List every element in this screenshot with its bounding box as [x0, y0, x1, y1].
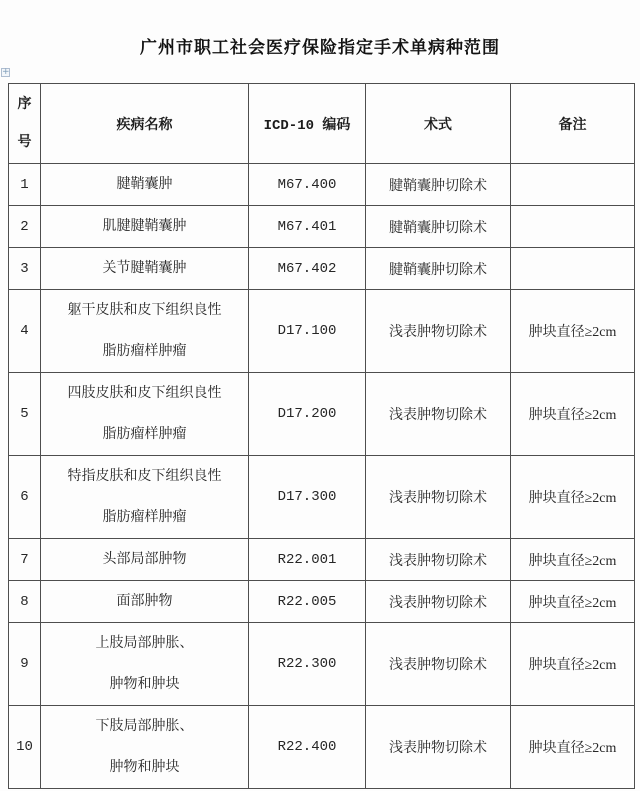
disease-name-cell: [41, 539, 249, 581]
table-row: [9, 539, 635, 581]
disease-name-line: 肿物和肿块: [109, 760, 180, 775]
row-number-cell: 1: [9, 164, 41, 206]
table-row: [9, 623, 635, 706]
column-header-no-label: 序号: [17, 96, 32, 150]
disease-name-cell: [41, 206, 249, 248]
table-row: [9, 248, 635, 290]
disease-name-cell: [41, 290, 249, 373]
note-cell: 肿块直径≥2cm: [511, 581, 635, 623]
disease-name-cell: [41, 373, 249, 456]
procedure-cell: 浅表肿物切除术: [366, 706, 511, 789]
row-number-cell: 8: [9, 581, 41, 623]
disease-name-line: 上肢局部肿胀、: [95, 636, 194, 651]
disease-name-line: 脂肪瘤样肿瘤: [102, 510, 187, 525]
disease-name-line: 面部肿物: [116, 594, 173, 609]
disease-name-line: 脂肪瘤样肿瘤: [102, 427, 187, 442]
note-cell: 肿块直径≥2cm: [511, 623, 635, 706]
note-cell: 肿块直径≥2cm: [511, 539, 635, 581]
table-row: [9, 581, 635, 623]
note-cell: [511, 248, 635, 290]
icd-code-cell: R22.400: [249, 706, 366, 789]
disease-name-line: 躯干皮肤和皮下组织良性: [67, 303, 222, 318]
disease-table-body: [9, 164, 635, 789]
table-anchor-icon[interactable]: +: [2, 67, 10, 77]
disease-name-cell: [41, 706, 249, 789]
row-number-cell: 10: [9, 706, 41, 789]
disease-name-line: 特指皮肤和皮下组织良性: [67, 469, 222, 484]
procedure-cell: 浅表肿物切除术: [366, 623, 511, 706]
procedure-cell: 腱鞘囊肿切除术: [366, 206, 511, 248]
row-number-cell: 7: [9, 539, 41, 581]
procedure-cell: 浅表肿物切除术: [366, 539, 511, 581]
note-cell: 肿块直径≥2cm: [511, 456, 635, 539]
procedure-cell: 腱鞘囊肿切除术: [366, 164, 511, 206]
disease-name-line: 肿物和肿块: [109, 677, 180, 692]
note-cell: 肿块直径≥2cm: [511, 373, 635, 456]
icd-code-cell: M67.401: [249, 206, 366, 248]
procedure-cell: 浅表肿物切除术: [366, 581, 511, 623]
table-row: [9, 206, 635, 248]
procedure-cell: 腱鞘囊肿切除术: [366, 248, 511, 290]
disease-name-cell: [41, 248, 249, 290]
disease-name-line: 四肢皮肤和皮下组织良性: [67, 386, 222, 401]
disease-name-cell: [41, 581, 249, 623]
table-row: [9, 164, 635, 206]
table-row: [9, 290, 635, 373]
icd-code-cell: M67.402: [249, 248, 366, 290]
note-cell: [511, 164, 635, 206]
column-header-disease: 疾病名称: [41, 84, 249, 164]
note-cell: 肿块直径≥2cm: [511, 706, 635, 789]
disease-name-line: 下肢局部肿胀、: [95, 719, 194, 734]
disease-name-line: 脂肪瘤样肿瘤: [102, 344, 187, 359]
header-row: [9, 84, 635, 164]
icd-code-cell: D17.300: [249, 456, 366, 539]
procedure-cell: 浅表肿物切除术: [366, 373, 511, 456]
icd-code-cell: R22.001: [249, 539, 366, 581]
column-header-note: 备注: [511, 84, 635, 164]
table-row: [9, 706, 635, 789]
icd-code-cell: M67.400: [249, 164, 366, 206]
row-number-cell: 3: [9, 248, 41, 290]
disease-name-cell: [41, 623, 249, 706]
disease-name-line: 关节腱鞘囊肿: [102, 261, 187, 276]
disease-name-cell: [41, 456, 249, 539]
disease-name-line: 头部局部肿物: [102, 552, 187, 567]
table-row: [9, 456, 635, 539]
row-number-cell: 4: [9, 290, 41, 373]
row-number-cell: 6: [9, 456, 41, 539]
disease-name-line: 腱鞘囊肿: [116, 177, 173, 192]
disease-name-cell: [41, 164, 249, 206]
icd-code-cell: D17.100: [249, 290, 366, 373]
column-header-icd: ICD-10 编码: [249, 84, 366, 164]
disease-table: [8, 83, 635, 789]
table-row: [9, 373, 635, 456]
procedure-cell: 浅表肿物切除术: [366, 290, 511, 373]
disease-name-line: 肌腱腱鞘囊肿: [102, 219, 187, 234]
icd-code-cell: R22.005: [249, 581, 366, 623]
icd-code-cell: R22.300: [249, 623, 366, 706]
row-number-cell: 5: [9, 373, 41, 456]
page-title: 广州市职工社会医疗保险指定手术单病种范围: [140, 38, 500, 57]
procedure-cell: 浅表肿物切除术: [366, 456, 511, 539]
column-header-procedure: 术式: [366, 84, 511, 164]
note-cell: 肿块直径≥2cm: [511, 290, 635, 373]
icd-code-cell: D17.200: [249, 373, 366, 456]
column-header-no: [9, 84, 41, 164]
row-number-cell: 9: [9, 623, 41, 706]
row-number-cell: 2: [9, 206, 41, 248]
note-cell: [511, 206, 635, 248]
